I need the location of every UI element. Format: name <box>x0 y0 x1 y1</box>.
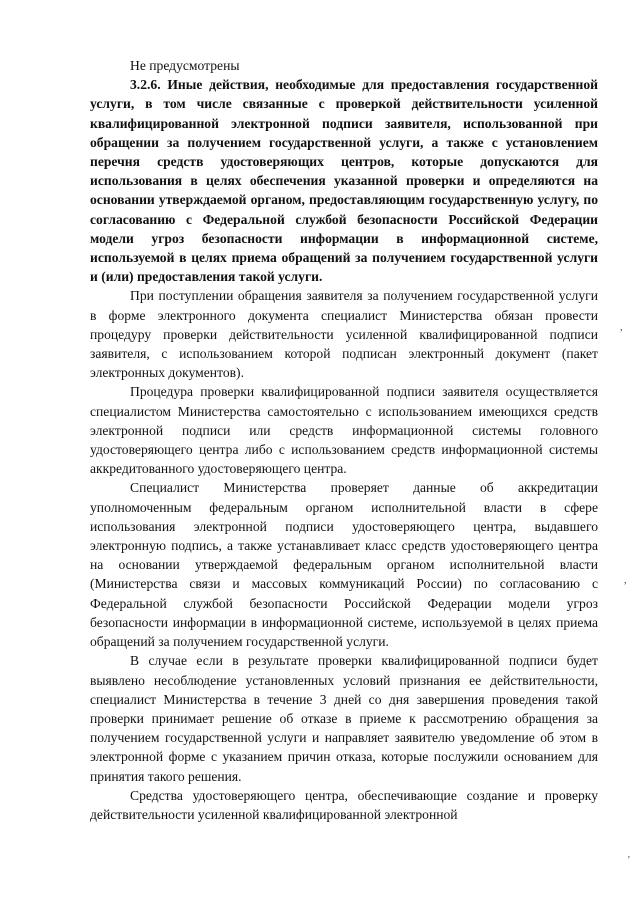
section-number: 3.2.6. <box>130 77 161 93</box>
section-heading-text: Иные действия, необходимые для предоставления государственной услуги, в том числе связанные с проверкой действительности усиленной квалифицированной электронной подписи заявителя, использованной при обращении за получением государственной услуги, а также с установлением перечня средств удостоверяющих центров, которые допускаются для использования в целях обеспечения указанной проверки и определяются на основании утверждаемой органом, предоставляющим государственную услугу, по согласованию с Федеральной службой безопасности Российской Федерации модели угроз безопасности информации в информационной системе, используемой в целях приема обращений за получением государственной услуги и (или) предоставления такой услуги. <box>90 77 598 285</box>
intro-line: Не предусмотрены <box>130 58 240 73</box>
paragraph-procedure: Процедура проверки квалифицированной подписи заявителя осуществляется специалистом Министерства самостоятельно с использованием имеющихся средств электронной подписи или средств информационной системы головного удостоверяющего центра либо с использованием средств информационной системы аккредитованного удостоверяющего центра. <box>90 384 598 477</box>
paragraph-signature-check: При поступлении обращения заявителя за получением государственной услуги в форме электронного документа специалист Министерства обязан провести процедуру проверки действительности усиленной квалифицированной подписи заявителя, с использованием которой подписан электронный документ (пакет электронных документов). <box>90 288 598 381</box>
section-heading <box>90 75 598 286</box>
margin-mark: , <box>624 575 627 586</box>
paragraph-accreditation: Специалист Министерства проверяет данные об аккредитации уполномоченным федеральным органом исполнительной власти в сфере использования электронной подписи удостоверяющего центра, выдавшего электронную подпись, а также устанавливает класс средств удостоверяющего центра на основании утверждаемой федеральным органом исполнительной власти (Министерства связи и массовых коммуникаций России) по согласованию с Федеральной службой безопасности Российской Федерации модели угроз безопасности информации в информационной системе, используемой в целях приема обращений за получением государственной услуги. <box>90 480 598 650</box>
paragraph-certification-tools: Средства удостоверяющего центра, обеспечивающие создание и проверку действительности усиленной квалифицированной электронной <box>90 787 598 822</box>
margin-mark: , <box>620 322 623 333</box>
margin-mark: ' <box>628 855 630 866</box>
paragraph-refusal: В случае если в результате проверки квалифицированной подписи будет выявлено несоблюдение установленных условий признания ее действительности, специалист Министерства в течение 3 дней со дня завершения проведения такой проверки принимает решение об отказе в приеме к рассмотрению обращения за получением государственной услуги и направляет заявителю уведомление об этом в электронной форме с указанием причин отказа, которые послужили основанием для принятия такого решения. <box>90 653 598 784</box>
document-page <box>90 56 598 824</box>
